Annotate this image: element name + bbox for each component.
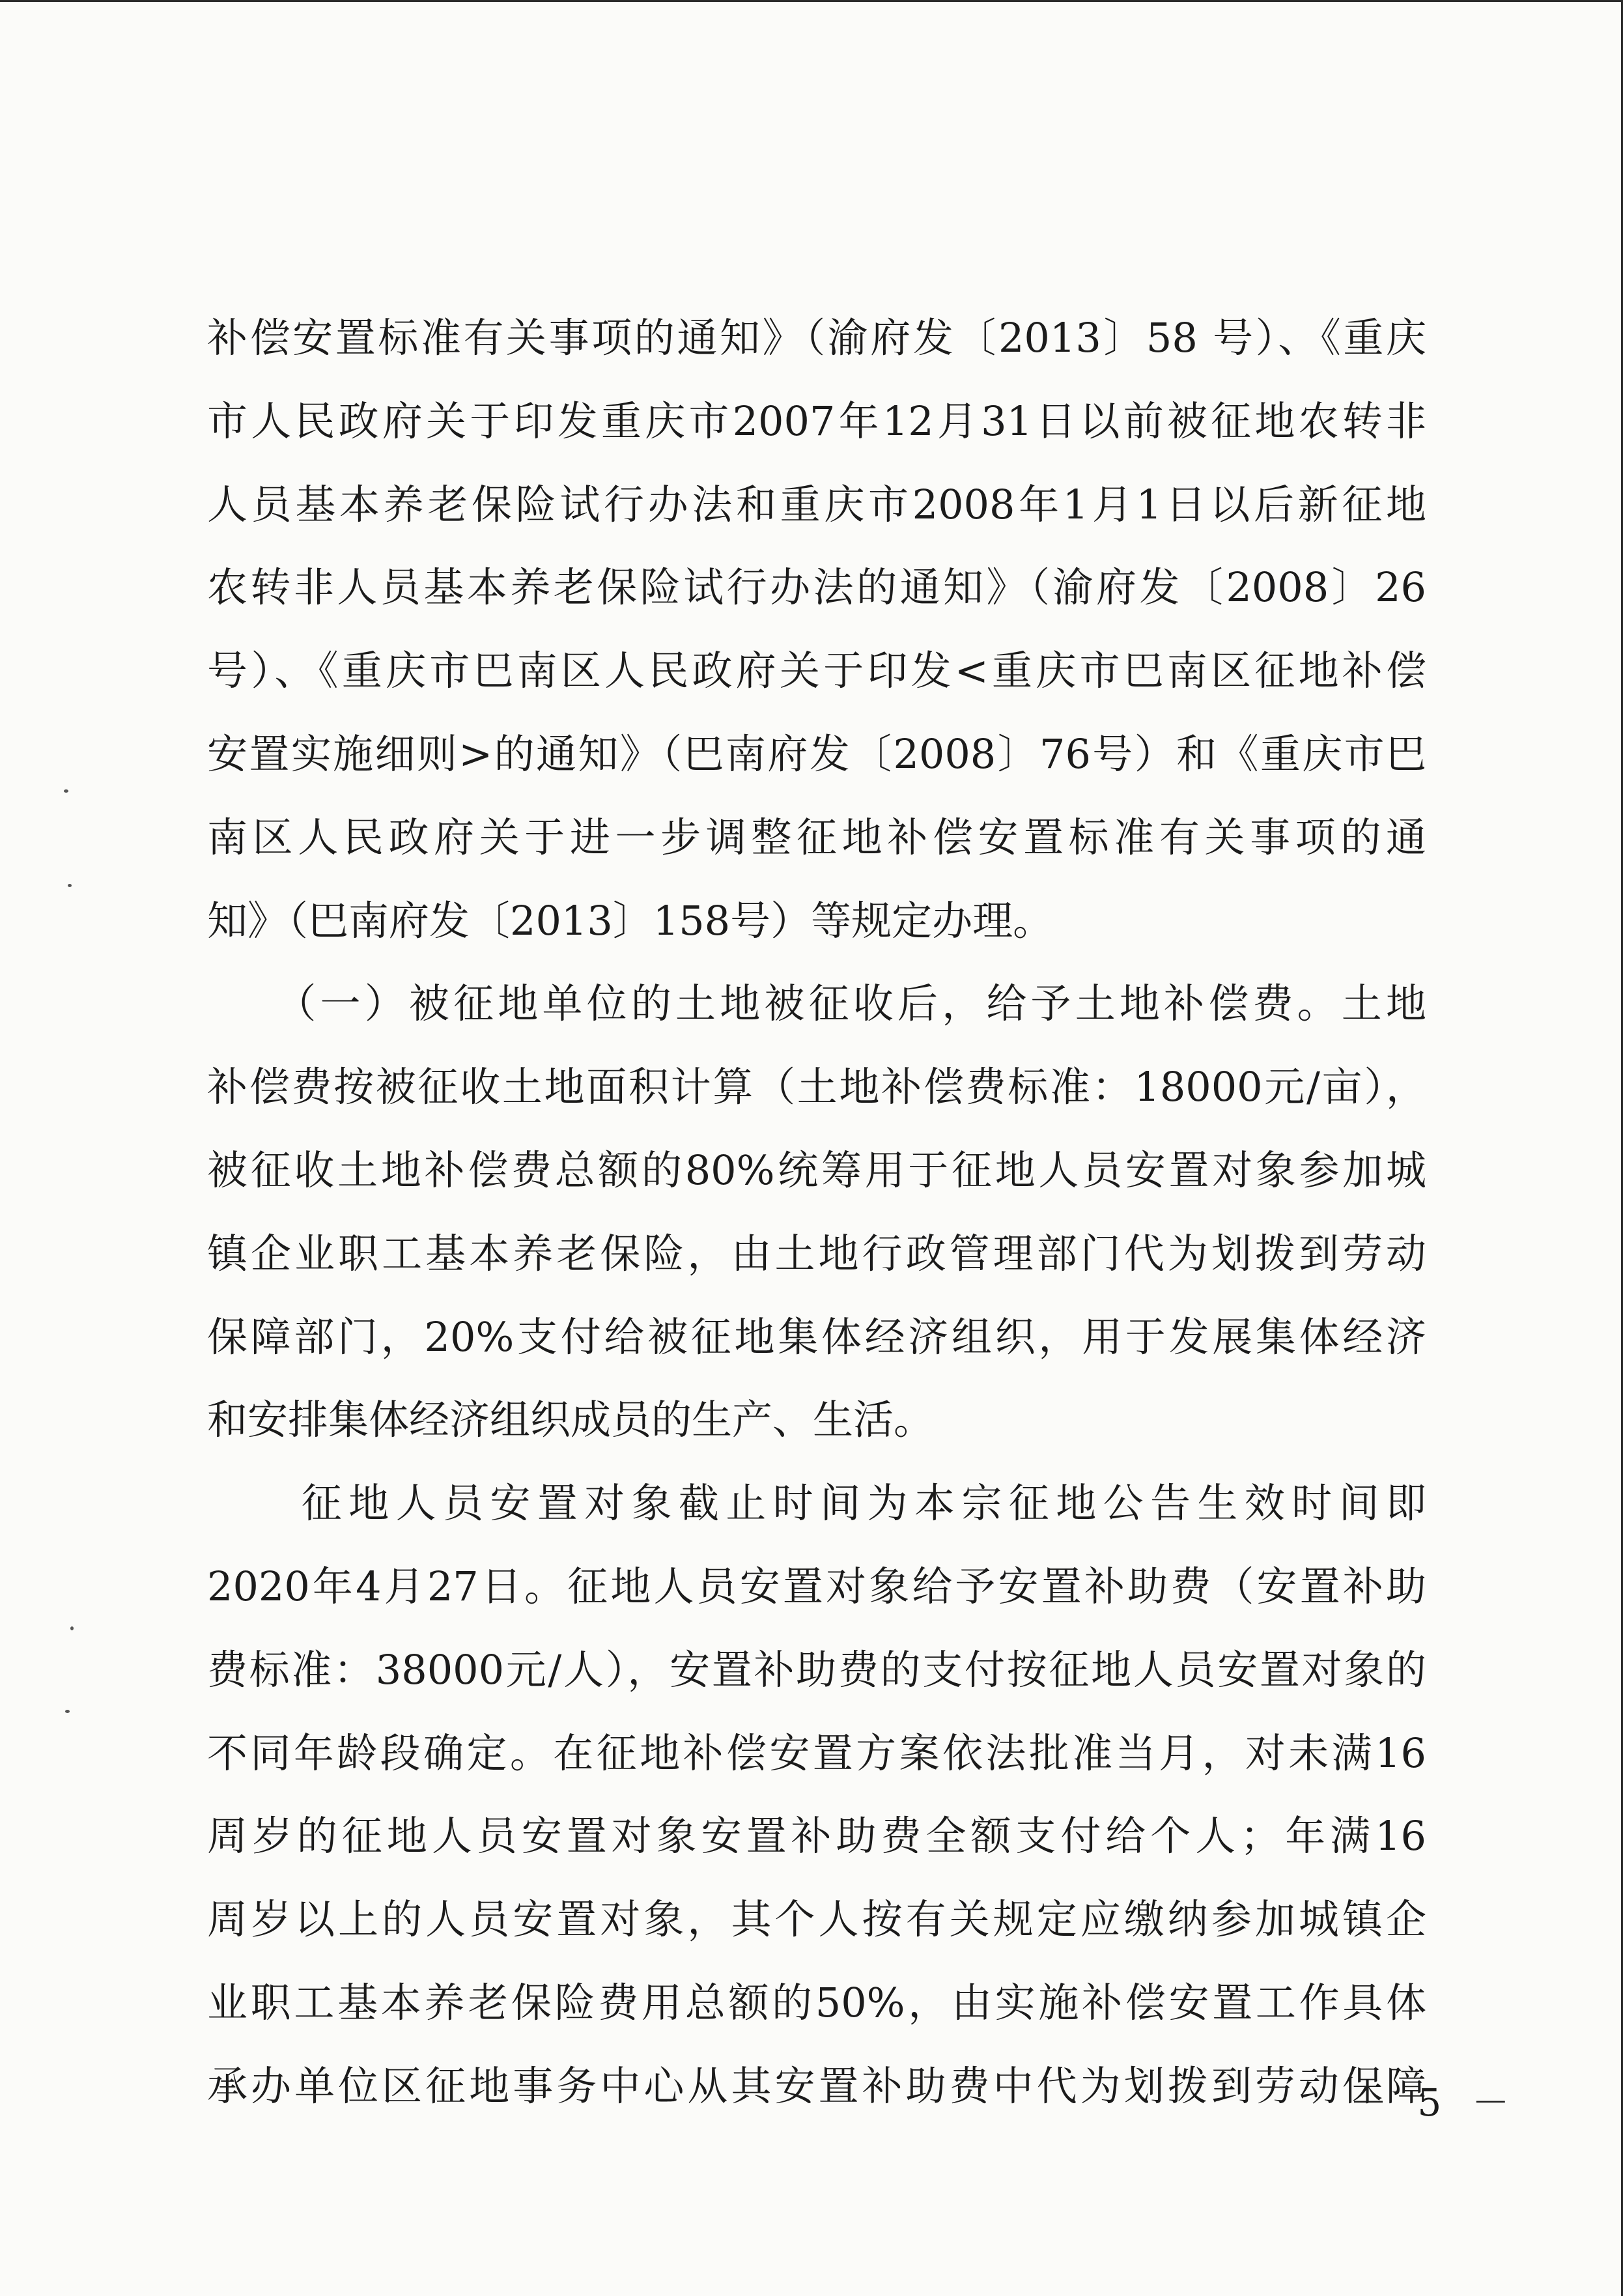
scan-speck	[68, 884, 72, 887]
text-line: 和安排集体经济组织成员的生产、生活。	[207, 1396, 935, 1444]
page-number: － 5 －	[1349, 2080, 1519, 2125]
text-line: 农转非人员基本养老保险试行办法的通知》（渝府发〔2008〕26	[207, 563, 1426, 612]
scan-speck	[64, 789, 68, 793]
text-line: 不同年龄段确定。在征地补偿安置方案依法批准当月，对未满16	[207, 1729, 1426, 1777]
scan-speck	[65, 1710, 70, 1713]
text-line: 被征收土地补偿费总额的80%统筹用于征地人员安置对象参加城	[207, 1146, 1426, 1194]
text-line: 周岁以上的人员安置对象，其个人按有关规定应缴纳参加城镇企	[207, 1895, 1426, 1944]
text-line: 安置实施细则>的通知》（巴南府发〔2008〕76号）和《重庆市巴	[207, 730, 1426, 778]
text-line: 补偿安置标准有关事项的通知》（渝府发〔2013〕58 号）、《重庆	[207, 314, 1426, 361]
scan-speck	[70, 1626, 74, 1630]
document-body	[207, 296, 1426, 2128]
text-line: 保障部门，20%支付给被征地集体经济组织，用于发展集体经济	[207, 1312, 1426, 1361]
text-line: 补偿费按被征收土地面积计算（土地补偿费标准：18000元/亩），	[207, 1063, 1426, 1111]
text-line: （一）被征地单位的土地被征收后，给予土地补偿费。土地	[207, 980, 1426, 1028]
text-line: 镇企业职工基本养老保险，由土地行政管理部门代为划拨到劳动	[207, 1229, 1426, 1277]
text-line: 征地人员安置对象截止时间为本宗征地公告生效时间即	[207, 1479, 1426, 1527]
text-line: 市人民政府关于印发重庆市2007年12月31日以前被征地农转非	[207, 397, 1426, 445]
text-line: 知》（巴南府发〔2013〕158号）等规定办理。	[207, 896, 1054, 944]
text-line: 2020年4月27日。征地人员安置对象给予安置补助费（安置补助	[207, 1562, 1426, 1610]
text-line: 号）、《重庆市巴南区人民政府关于印发<重庆市巴南区征地补偿	[207, 647, 1426, 695]
text-line: 人员基本养老保险试行办法和重庆市2008年1月1日以后新征地	[207, 480, 1426, 528]
text-line: 承办单位区征地事务中心从其安置补助费中代为划拨到劳动保障	[207, 2062, 1426, 2110]
text-line: 周岁的征地人员安置对象安置补助费全额支付给个人；年满16	[207, 1812, 1426, 1860]
text-line: 费标准：38000元/人），安置补助费的支付按征地人员安置对象的	[207, 1645, 1426, 1694]
text-line: 业职工基本养老保险费用总额的50%，由实施补偿安置工作具体	[207, 1978, 1426, 2026]
text-line: 南区人民政府关于进一步调整征地补偿安置标准有关事项的通	[207, 813, 1426, 861]
